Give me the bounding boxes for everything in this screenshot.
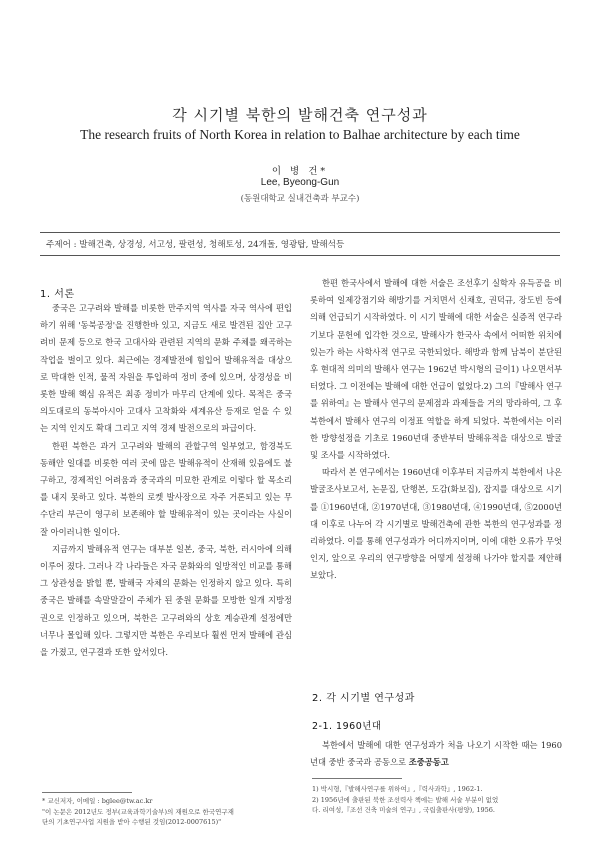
author-name-korean: 이 병 건*	[271, 166, 329, 177]
paper-title-english: The research fruits of North Korea in relation to Balhae architecture by each time	[80, 127, 520, 142]
right-column-body	[310, 275, 562, 585]
body-paragraph	[310, 737, 562, 771]
footnote-line: 단의 기초연구사업 지원을 받아 수행된 것임(2012-0007615)"	[42, 818, 222, 826]
subsection-heading-1960s: 2-1. 1960년대	[312, 721, 382, 732]
footnote-line: 2) 1956년에 출판된 북한 조선력사 책에는 발해 서술 부분이 없었	[312, 795, 499, 804]
footnote-divider	[42, 792, 132, 793]
body-text: 북한에서 발해에 대한 연구성과가 처음 나오기 시작한 때는 1960년대 중반 중국과 공동으로	[310, 740, 562, 768]
author-name-english: Lee, Byeong-Gun	[260, 177, 340, 188]
body-paragraph: 지금까지 발해유적 연구는 대부분 일본, 중국, 북한, 러시아에 의해 이루어 졌다. 그러나 각 나라들은 자국 문화와의 일방적인 비교를 통해 그 상관성을 밝힐 뿐, 발해국 자체의 문화는 인정하지 않고 있다. 특히 중국은 발해를 속말말갈이 주체가 된 중원 문화를 모방한 일개 지방정권으로 인정하고 있으며, 북한은 고구려와의 상호 계승관계 설정에만 너무나 몰입해 있다. 그렇지만 북한은 우리보다 훨씬 먼저 발해에 관심을 가졌고, 연구결과 또한 앞서있다.	[40, 543, 292, 658]
paper-title-korean: 각 시기별 북한의 발해건축 연구성과	[172, 106, 428, 124]
subsection-body	[310, 737, 562, 771]
keywords-box	[40, 232, 560, 256]
body-paragraph: 한편 한국사에서 발해에 대한 서술은 조선후기 실학자 유득공을 비롯하여 일제강점기와 해방기를 거치면서 신채호, 권덕규, 장도빈 등에 의해 언급되기 시작하였다. 이 시기 발해에 대한 서술은 실증적 연구라기보다 문헌에 입각한 것으로, 발해사가 한국사 속에서 어떠한 위치에 있는가 하는 사학사적 연구로 국한되었다. 해방과 함께 남북이 분단된 후 현대적 의미의 발해사 연구는 1962년 박시형의 글이1) 나오면서부터였다. 그 이전에는 발해에 대한 언급이 없었다.2) 그의『발해사 연구를 위하여』는 발해사 연구의 문제점과 과제들을 거의 망라하여, 그 후 북한에서 발해사 연구의 이정표 역할을 하게 되었다. 북한에서는 이러한 방향설정을 기초로 1960년대 중반부터 발해유적을 대상으로 발굴 및 조사를 시작하였다.	[310, 278, 562, 461]
section-heading-research-results: 2. 각 시기별 연구성과	[312, 693, 415, 704]
footnote-line: * 교신저자, 이메일 : bglee@tw.ac.kr	[42, 797, 153, 805]
emphasized-text: 조중공동고	[408, 757, 449, 768]
left-column-body	[40, 300, 292, 661]
footnote-divider	[312, 778, 402, 779]
section-heading-introduction: 1. 서론	[40, 289, 75, 300]
body-paragraph: 한편 북한은 과거 고구려와 발해의 관할구역 일부였고, 함경북도 동해안 일대를 비롯한 여러 곳에 많은 발해유적이 산재해 있음에도 불구하고, 경제적인 어려움과 중국과의 미묘한 관계로 이렇다 할 목소리를 내지 못하고 있다. 북한의 로켓 발사장으로 자주 거론되고 있는 무수단리 부근이 영구히 보존해야 할 발해유적이 있는 곳이라는 사실이 잘 아이러니한 일이다.	[40, 440, 292, 537]
footnotes-left	[42, 796, 292, 828]
footnote-line: "이 논문은 2012년도 정부(교육과학기술부)의 재원으로 한국연구재	[42, 807, 234, 816]
body-paragraph: 따라서 본 연구에서는 1960년대 이후부터 지금까지 북한에서 나온 발굴조사보고서, 논문집, 단행본, 도감(화보집), 잡지를 대상으로 시기를 ①1960년대, ②1970년대, ③1980년대, ④1990년대, ⑤2000년대 이후로 나누어 각 시기별로 발해건축에 관한 북한의 연구성과를 정리하였다. 이를 통해 연구성과가 어디까지이며, 이에 대한 오류가 무엇인지, 앞으로 우리의 연구방향을 어떻게 설정해 나가야 할지를 제안해 보았다.	[310, 467, 562, 581]
footnotes-right	[312, 784, 564, 816]
keywords-text: 주제어 : 발해건축, 상경성, 서고성, 팔련성, 청해토성, 24개돌, 영광탑, 발해석등	[46, 240, 345, 250]
body-paragraph: 중국은 고구려와 발해를 비롯한 만주지역 역사를 자국 역사에 편입하기 위해 '동북공정'을 진행한바 있고, 지금도 새로 발견된 집안 고구려비 문제 등으로 한국 고대사와 관련된 지역의 문화 주체를 왜곡하는 작업을 벌이고 있다. 최근에는 경제발전에 힘입어 발해유적을 대상으로 막대한 인적, 물적 자원을 투입하여 정비 중에 있으며, 상경성을 비롯한 발해 핵심 유적은 최종 정비가 마무리 단계에 있다. 목적은 중국 의도대로의 동북아시아 고대사 고착화와 세계유산 등재로 얻을 수 있는 지역 인지도 확대 그리고 지역 경제 발전으로의 파급이다.	[40, 303, 292, 434]
footnote-line: 1) 박시형,『발해사연구를 위하여』,『력사과학』, 1962-1.	[312, 785, 483, 793]
footnote-line: 다. 리여성,『조선 건축 미술의 연구』, 국립출판사(평양), 1956.	[312, 806, 495, 814]
author-affiliation: (동원대학교 실내건축과 부교수)	[240, 194, 360, 204]
